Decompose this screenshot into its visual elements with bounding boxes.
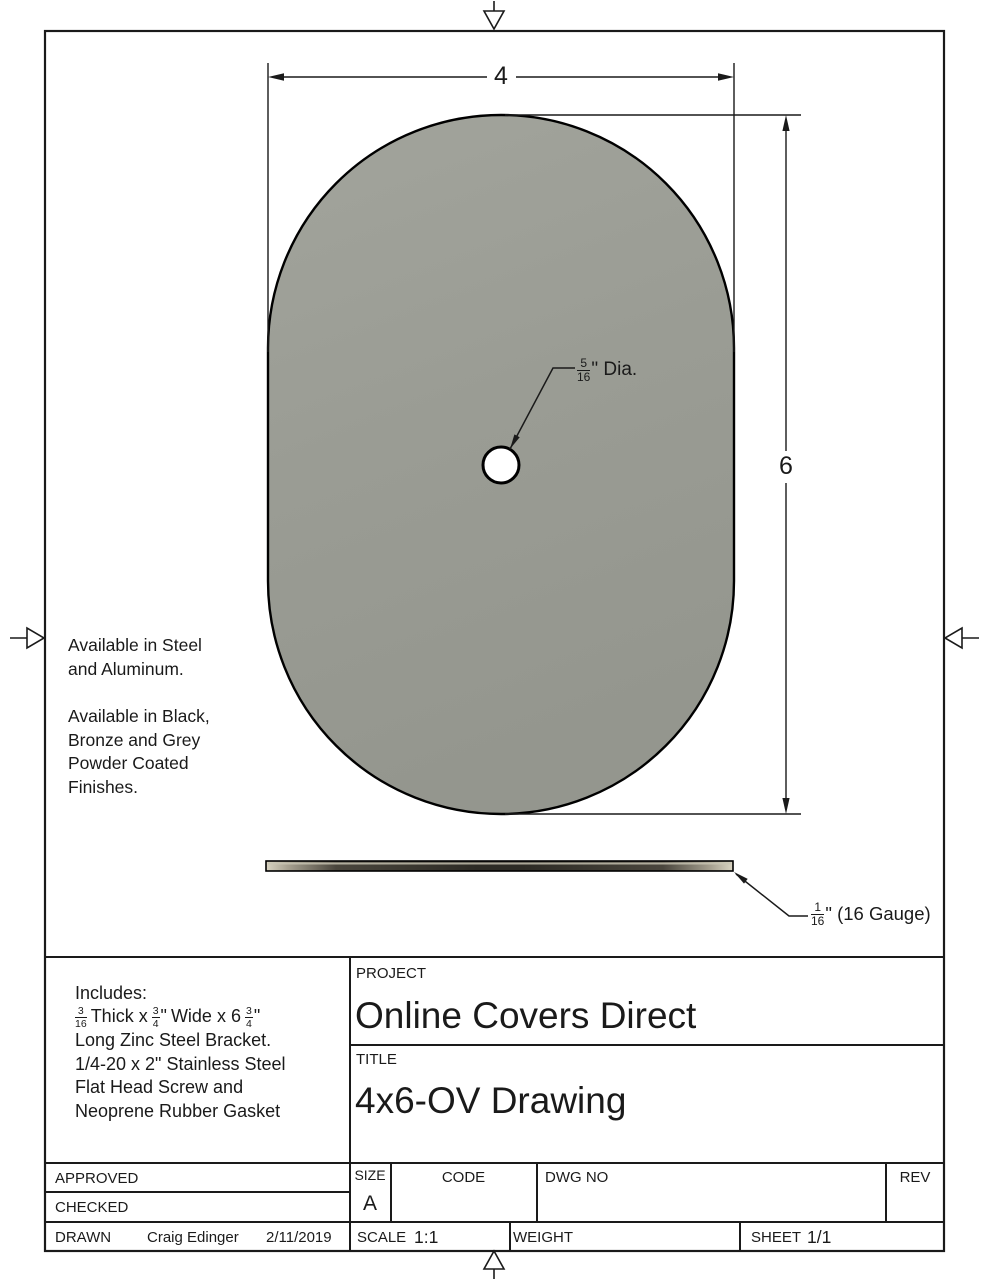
size-value: A [362,1192,377,1215]
centering-mark-right [945,628,979,648]
finish-note-line: Powder Coated [68,753,189,773]
scale-value: 1:1 [414,1227,439,1247]
includes-line: 1/4-20 x 2" Stainless Steel [75,1053,286,1074]
drawn-by: Craig Edinger [147,1229,239,1246]
includes-note [75,982,286,1123]
sheet-value: 1/1 [807,1227,832,1247]
drawn-date: 2/11/2019 [266,1229,332,1246]
titleblock-top-line [44,956,945,958]
width-dim-arrow-right [718,73,734,81]
approved-label: APPROVED [55,1170,139,1187]
weight-sheet-divider [739,1221,741,1252]
centering-mark-left [10,628,44,648]
material-note-line: and Aluminum. [68,658,184,679]
thickness-leader-line [736,874,808,916]
approved-checked-divider [44,1191,351,1193]
checked-label: CHECKED [55,1199,129,1216]
bracket-width-fraction: $\frac{3}{4}$ [152,1004,159,1030]
includes-line: Flat Head Screw and [75,1077,244,1098]
bracket-thickness-fraction: $\frac{3}{16}$ [75,1004,87,1030]
code-label: CODE [441,1169,486,1186]
centering-mark-bottom [484,1251,504,1279]
centering-mark-top [484,1,504,29]
scale-weight-divider [509,1221,511,1252]
weight-label: WEIGHT [513,1229,573,1246]
includes-line: Neoprene Rubber Gasket [75,1100,281,1121]
project-label: PROJECT [356,965,427,982]
finish-note-line: Finishes. [68,776,139,797]
sheet-label: SHEET [751,1229,802,1246]
project-title-divider [349,1044,945,1046]
material-note [68,634,202,681]
height-dimension-label: 6 [779,452,793,480]
hole-dia-fraction: $\frac{5}{16}$ [577,356,591,385]
finish-note [68,705,210,799]
thickness-annotation [811,901,931,927]
rev-label: REV [899,1169,931,1186]
hole-diameter-annotation [577,357,637,383]
drawn-label: DRAWN [55,1229,112,1246]
includes-heading: Includes: [75,983,148,1003]
dwg-no-label: DWG NO [545,1169,609,1186]
finish-note-line: Available in Black, [68,706,210,726]
finish-note-line: Bronze and Grey [68,729,201,750]
scale-label: SCALE [357,1229,407,1246]
code-dwgno-divider [536,1162,538,1223]
size-label: SIZE [354,1167,386,1183]
titleblock-mid-line [44,1162,945,1164]
project-name: Online Covers Direct [355,995,697,1036]
thickness-fraction: $\frac{1}{16}$ [811,900,825,929]
height-dim-arrow-top [782,115,789,131]
includes-line: Long Zinc Steel Bracket. [75,1030,272,1051]
includes-spec-line: $\frac{3}{16}$ Thick x $\frac{3}{4}$ " Wide x 6 $\frac{3}{4}$ " [75,1004,261,1030]
drawing-title: 4x6-OV Drawing [355,1080,627,1121]
thickness-text: " (16 Gauge) [825,903,931,925]
center-hole [483,447,519,483]
width-dim-arrow-left [268,73,284,81]
material-note-line: Available in Steel [68,635,202,655]
hole-dia-text: " Dia. [591,359,638,381]
height-dim-arrow-bottom [782,798,789,814]
title-label: TITLE [356,1051,397,1068]
width-dimension-label: 4 [494,62,508,90]
titleblock-low-line [44,1221,945,1223]
plate-side-highlight [268,863,731,865]
bracket-length-fraction: $\frac{3}{4}$ [245,1004,252,1030]
